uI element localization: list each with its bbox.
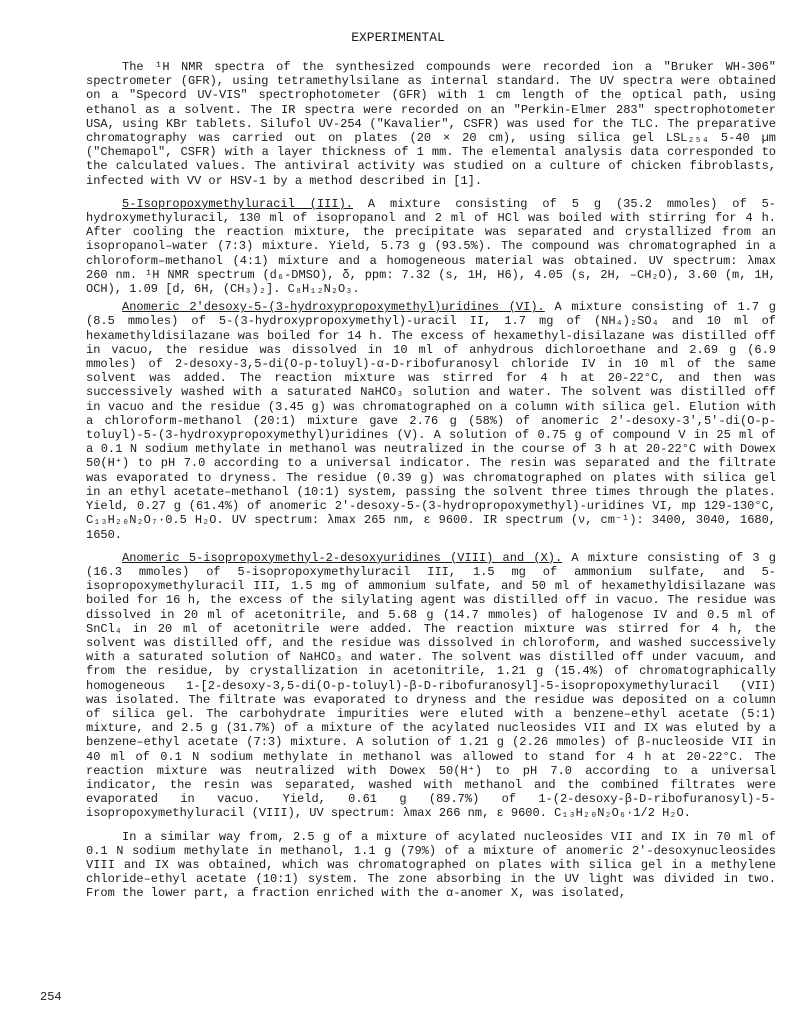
paragraph-lead: 5-Isopropoxymethyluracil (III). bbox=[122, 196, 353, 211]
paragraph-instruments bbox=[86, 60, 776, 188]
paragraph-text: The ¹H NMR spectra of the synthesized compounds were recorded ion a "Bruker WH-306" spectrometer (GFR), using tetramethylsilane as internal standard. The UV spectra were obtained on a "Specord UV-VIS" spectrophotometer (GFR) with 1 cm length of the optical path, using ethanol as a solvent. The IR spectra were recorded on an "Perkin-Elmer 283" spectrophotometer USA, using KBr tablets. Silufol UV-254 ("Kavalier", CSFR) was used for the TLC. The preparative chromatography was carried out on plates (20 × 20 cm), using silica gel LSL₂₅₄ 5-40 µm ("Chemapol", CSFR) with a layer thickness of 1 mm. The elemental analysis data corresponded to the calculated values. The antiviral activity was studied on a culture of chicken fibroblasts, infected with VV or HSV-1 by a method described in [1]. bbox=[86, 60, 776, 188]
paragraph-text: A mixture consisting of 1.7 g (8.5 mmoles) of 5-(3-hydroxypropoxymethyl)-uracil II, 1.7 mg of (NH₄)₂SO₄ and 10 ml of hexamethyldisilazane was boiled for 14 h. The excess of hexamethyl-disilazane was distilled off in vacuo, the residue was dissolved in 10 ml of anhydrous dichloroethane and 2.69 g (6.9 mmoles) of 2-desoxy-3,5-di(O-p-toluyl)-α-D-ribofuranosyl chloride IV in 10 ml of the same solvent was added. The reaction mixture was stirred for 4 h at 20-22°C, and then was successively washed with a saturated NaHCO₃ solution and water. The solvent was distilled off in vacuo and the residue (3.45 g) was chromatographed on a column with silica gel. Elution with a chloroform-methanol (20:1) mixture gave 2.76 g (58%) of anomeric 2'-desoxy-3',5'-di(O-p-toluyl)-5-(3-hydroxypropoxymethyl)uridines (V). A solution of 0.75 g of compound V in 25 ml of a 0.1 N sodium methylate in methanol was neutralized in the course of 3 h at 20-22°C with Dowex 50(H⁺) to pH 7.0 according to a universal indicator. The resin was separated and the filtrate was evaporated to dryness. The residue (0.39 g) was chromatographed on plates with silica gel in an ethyl acetate–methanol (10:1) system, passing the solvent three times through the plates. Yield, 0.27 g (61.4%) of anomeric 2'-desoxy-5-(3-hydropropoxymethyl)-uridines VI, mp 129-130°C, C₁₃H₂₀N₂O₇·0.5 H₂O. UV spectrum: λmax 265 nm, ε 9600. IR spectrum (ν, cm⁻¹): 3400, 3040, 1680, 1650. bbox=[86, 300, 776, 542]
paragraph-text: A mixture consisting of 3 g (16.3 mmoles) of 5-isopropoxymethyluracil III, 1.5 mg of ammonium sulfate, and 5-isopropoxymethyluracil III, 1.5 mg of ammonium sulfate, and 50 ml of hexamethyldisilazane was boiled for 16 h, the excess of the silylating agent was distilled off in vacuo. The residue was dissolved in 20 ml of acetonitrile, and 5.68 g (14.7 mmoles) of halogenose IV and 0.5 ml of SnCl₄ in 20 ml of acetonitrile were added. The reaction mixture was stirred for 4 h, the solvent was distilled off, and the residue was dissolved in chloroform, and washed successively with a saturated solution of NaHCO₃ and water. The solvent was distilled off under vacuum, and from the residue, by crystallization in acetonitrile, 1.21 g (15.4%) of chromatographically homogeneous 1-[2-desoxy-3,5-di(O-p-toluyl)-β-D-ribofuranosyl]-5-isopropoxymethyluracil (VII) was isolated. The filtrate was evaporated to dryness and the residue was deposited on a column of silica gel. The carbohydrate impurities were eluted with a benzene–ethyl acetate (5:1) mixture, and 2.5 g (31.7%) of a mixture of the acylated nucleosides VII and IX was eluted by a benzene–ethyl acetate (7:3) mixture. A solution of 1.21 g (2.26 mmoles) of β-nucleoside VII in 40 ml of 0.1 N sodium methylate in methanol was allowed to stand for 4 h at 20-22°C. The reaction mixture was neutralized with Dowex 50(H⁺) to pH 7.0 according to a universal indicator, the resin was separated, washed with methanol and the combined filtrates were evaporated in vacuo. Yield, 0.61 g (89.7%) of 1-(2-desoxy-β-D-ribofuranosyl)-5-isopropoxymethyluracil (VIII), UV spectrum: λmax 266 nm, ε 9600. C₁₃H₂₀N₂O₆·1/2 H₂O. bbox=[86, 550, 776, 821]
section-heading: EXPERIMENTAL bbox=[351, 30, 445, 45]
page-number: 254 bbox=[40, 990, 62, 1004]
paragraph-similar-way bbox=[86, 830, 776, 901]
paragraph-lead: Anomeric 2'desoxy-5-(3-hydroxypropoxymethyl)uridines (VI). bbox=[122, 300, 545, 315]
paragraph-compound-iii bbox=[86, 197, 776, 296]
paragraph-compound-vi bbox=[86, 300, 776, 541]
paragraph-text: A mixture consisting of 5 g (35.2 mmoles) of 5-hydroxymethyluracil, 130 ml of isopropanol and 2 ml of HCl was boiled with stirring for 4 h. After cooling the reaction mixture, the precipitate was separated and crystallized from an isopropanol–water (7:3) mixture. Yield, 5.73 g (93.5%). The compound was chromatographed in a chloroform–methanol (4:1) mixture and a homogeneous material was obtained. UV spectrum: λmax 260 nm. ¹H NMR spectrum (d₆-DMSO), δ, ppm: 7.32 (s, 1H, H6), 4.05 (s, 2H, –CH₂O), 3.60 (m, 1H, OCH), 1.09 [d, 6H, (CH₃)₂]. C₈H₁₂N₂O₃. bbox=[86, 196, 776, 297]
paragraph-compound-viii-x bbox=[86, 551, 776, 821]
body-text bbox=[86, 60, 776, 910]
paragraph-lead: Anomeric 5-isopropoxymethyl-2-desoxyuridines (VIII) and (X). bbox=[122, 550, 563, 565]
paragraph-text: In a similar way from, 2.5 g of a mixture of acylated nucleosides VII and IX in 70 ml of 0.1 N sodium methylate in methanol, 1.1 g (79%) of a mixture of anomeric 2'-desoxynucleosides VIII and IX was obtained, which was chromatographed on plates with silica gel in a methylene chloride–ethyl acetate (10:1) system. The zone absorbing in the UV light was divided in two. From the lower part, a fraction enriched with the α-anomer X, was isolated, bbox=[86, 829, 776, 901]
